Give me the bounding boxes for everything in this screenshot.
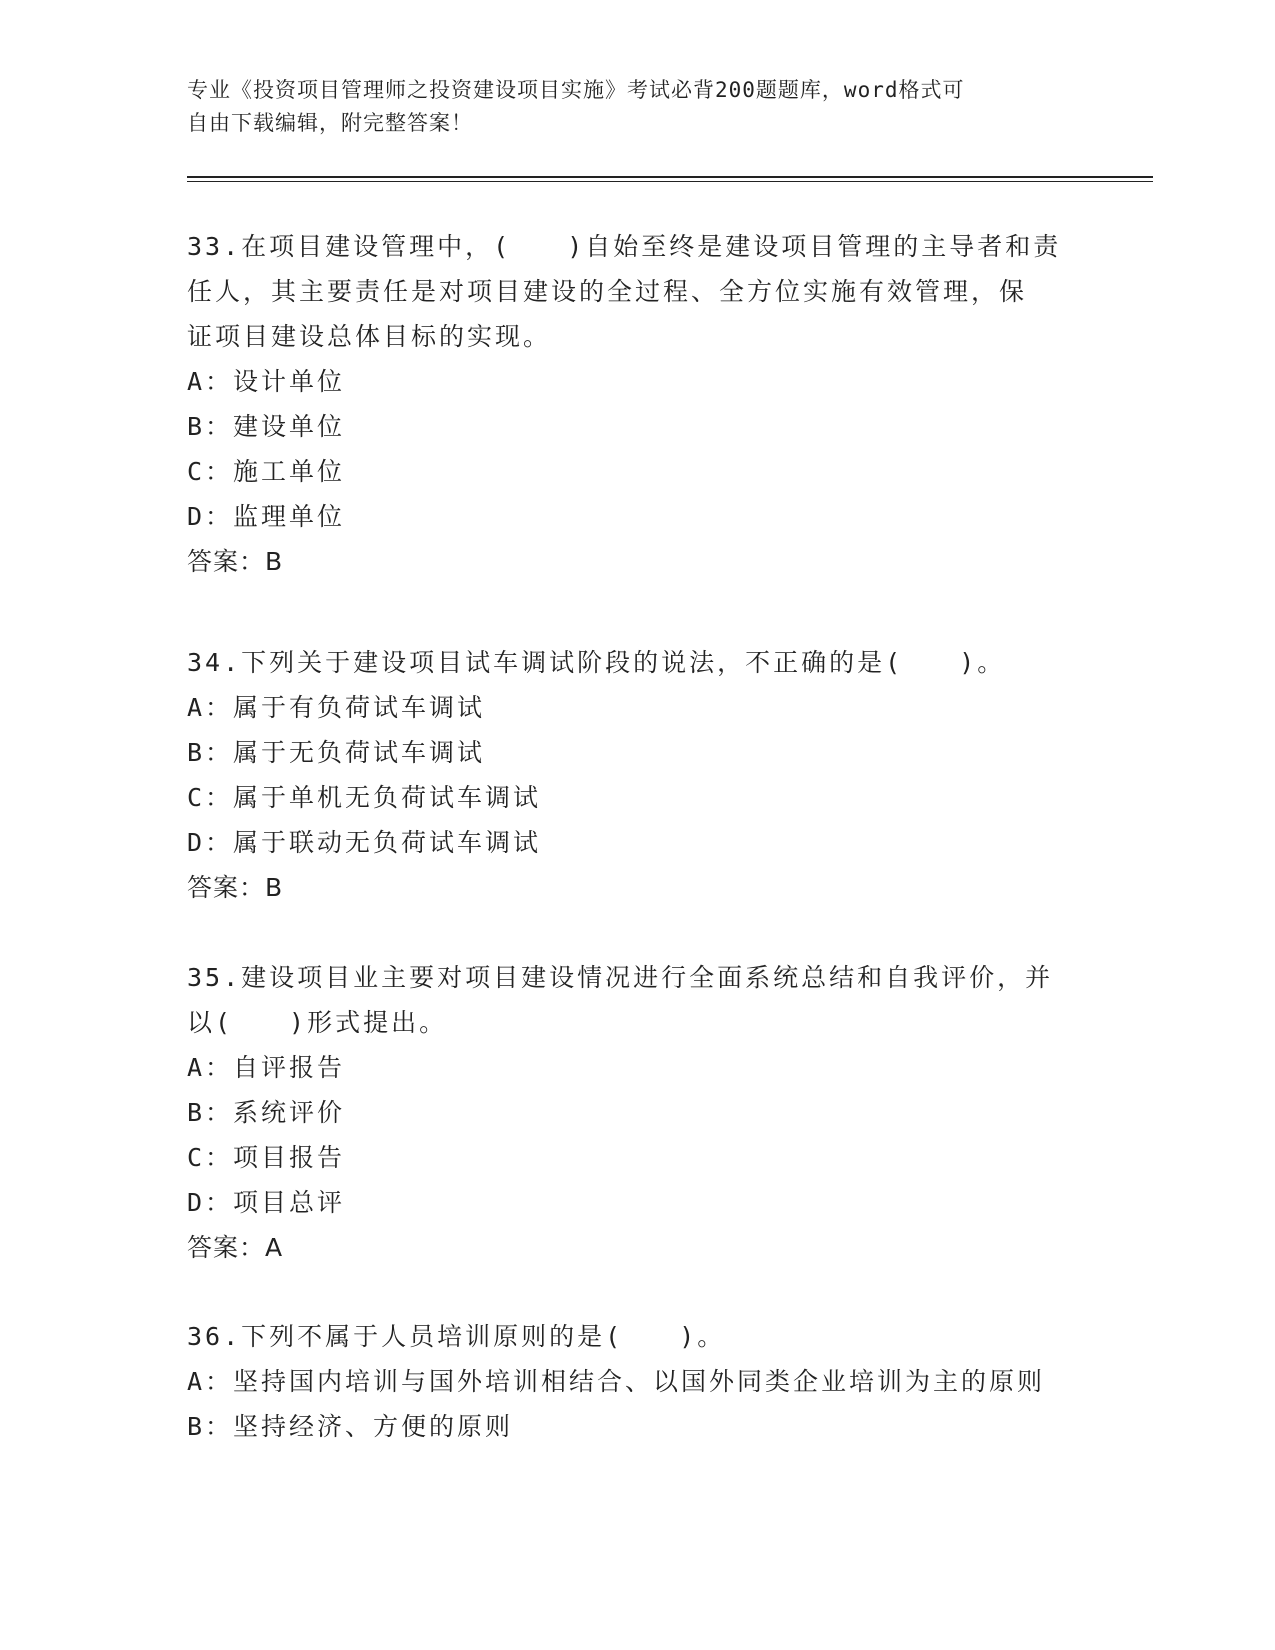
option-a: A：设计单位: [187, 367, 346, 396]
question-34: [187, 640, 1087, 911]
answer-line: [187, 1225, 1087, 1271]
header-line-2: 自由下载编辑，附完整答案！: [187, 111, 473, 135]
option-c: C：项目报告: [187, 1143, 346, 1172]
option-b: B：系统评价: [187, 1098, 346, 1127]
header-divider: [187, 176, 1153, 178]
option-b: B：坚持经济、方便的原则: [187, 1412, 514, 1441]
question-36: [187, 1314, 1087, 1449]
question-stem-line: 33.在项目建设管理中，( )自始至终是建设项目管理的主导者和责: [187, 232, 1062, 261]
option-d: D：属于联动无负荷试车调试: [187, 828, 542, 857]
answer-line: [187, 539, 1087, 585]
option-a: A：属于有负荷试车调试: [187, 693, 486, 722]
option-b: B：属于无负荷试车调试: [187, 738, 486, 767]
answer-line: [187, 865, 1087, 911]
option-c: C：属于单机无负荷试车调试: [187, 783, 542, 812]
question-stem-line: 证项目建设总体目标的实现。: [187, 322, 552, 351]
option-c: C：施工单位: [187, 457, 346, 486]
option-a: A：自评报告: [187, 1053, 346, 1082]
answer-value: B: [265, 547, 284, 576]
answer-label: 答案：: [187, 873, 266, 902]
header-line-1: 专业《投资项目管理师之投资建设项目实施》考试必背200题题库，word格式可: [187, 78, 965, 102]
answer-value: A: [265, 1233, 284, 1262]
question-stem-line: 以( )形式提出。: [187, 1008, 448, 1037]
question-35: [187, 955, 1087, 1271]
question-33: [187, 224, 1087, 585]
question-stem-line: 任人，其主要责任是对项目建设的全过程、全方位实施有效管理，保: [187, 277, 1028, 306]
document-header: [187, 74, 1067, 140]
question-stem-line: 35.建设项目业主要对项目建设情况进行全面系统总结和自我评价，并: [187, 963, 1054, 992]
answer-value: B: [265, 873, 284, 902]
header-divider-thin: [187, 181, 1153, 182]
answer-label: 答案：: [187, 547, 266, 576]
question-stem-line: 36.下列不属于人员培训原则的是( )。: [187, 1322, 726, 1351]
answer-label: 答案：: [187, 1233, 266, 1262]
option-a: A：坚持国内培训与国外培训相结合、以国外同类企业培训为主的原则: [187, 1367, 1046, 1396]
question-stem-line: 34.下列关于建设项目试车调试阶段的说法，不正确的是( )。: [187, 648, 1006, 677]
option-d: D：项目总评: [187, 1188, 346, 1217]
option-b: B：建设单位: [187, 412, 346, 441]
option-d: D：监理单位: [187, 502, 346, 531]
